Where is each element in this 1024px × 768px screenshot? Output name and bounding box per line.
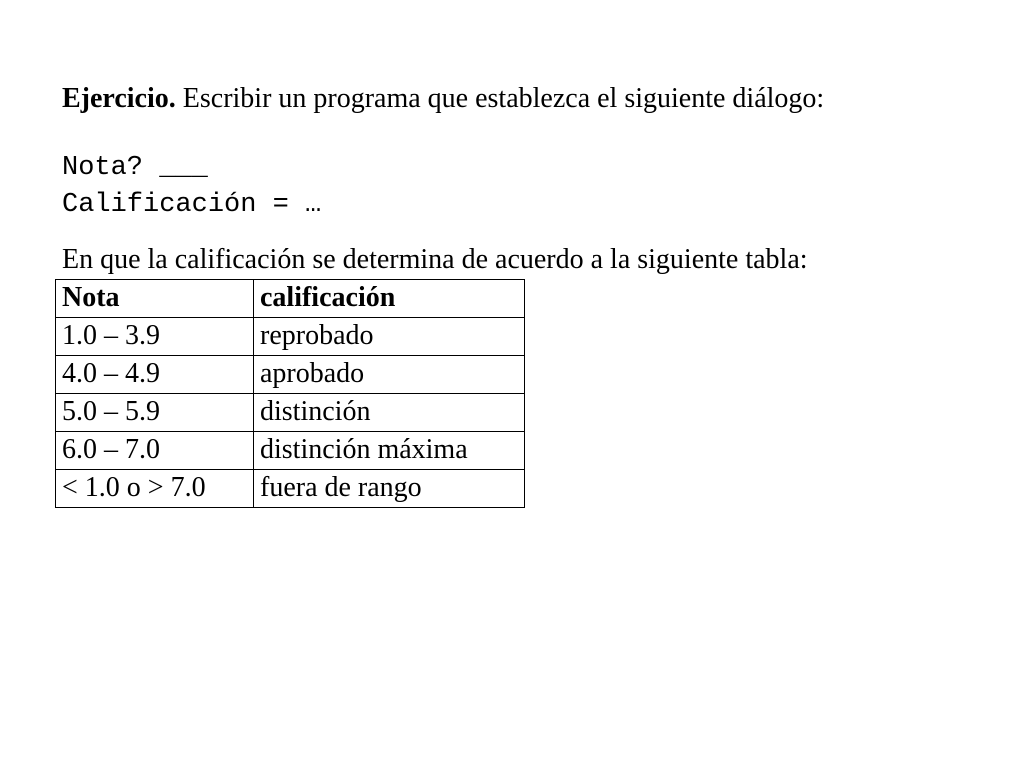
cell-calificacion: distinción máxima xyxy=(254,432,525,470)
header-nota: Nota xyxy=(56,280,254,318)
dialog-result-line: Calificación = … xyxy=(62,190,322,220)
cell-calificacion: distinción xyxy=(254,394,525,432)
table-row xyxy=(56,394,525,432)
cell-calificacion: reprobado xyxy=(254,318,525,356)
cell-nota: < 1.0 o > 7.0 xyxy=(56,470,254,508)
header-calificacion: calificación xyxy=(254,280,525,318)
table-row xyxy=(56,318,525,356)
table-header-row xyxy=(56,280,525,318)
cell-calificacion: aprobado xyxy=(254,356,525,394)
exercise-statement xyxy=(62,81,824,117)
exercise-label: Ejercicio. xyxy=(62,83,176,114)
dialog-prompt-line: Nota? ___ xyxy=(62,153,208,183)
grade-table xyxy=(55,279,525,508)
dialog-example xyxy=(62,150,321,224)
cell-nota: 1.0 – 3.9 xyxy=(56,318,254,356)
table-row xyxy=(56,356,525,394)
table-intro-text: En que la calificación se determina de acuerdo a la siguiente tabla: xyxy=(62,244,808,275)
cell-nota: 4.0 – 4.9 xyxy=(56,356,254,394)
cell-nota: 5.0 – 5.9 xyxy=(56,394,254,432)
cell-nota: 6.0 – 7.0 xyxy=(56,432,254,470)
exercise-text: Escribir un programa que establezca el siguiente diálogo: xyxy=(175,83,825,114)
table-row xyxy=(56,470,525,508)
table-row xyxy=(56,432,525,470)
cell-calificacion: fuera de rango xyxy=(254,470,525,508)
